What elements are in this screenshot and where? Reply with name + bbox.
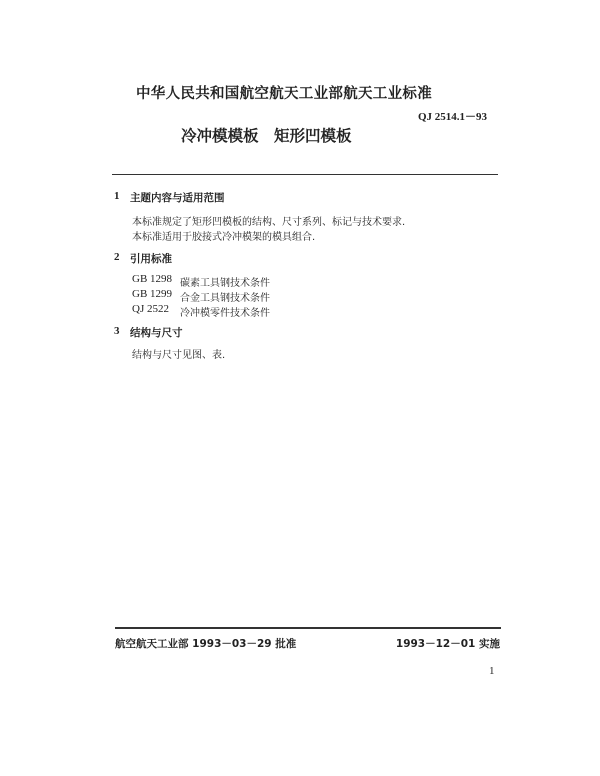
page-number: 1 [489, 665, 495, 677]
section-heading: 引用标准 [130, 253, 172, 265]
section-number: 2 [114, 251, 120, 263]
section-heading: 主题内容与适用范围 [130, 192, 225, 204]
footer-divider [115, 627, 501, 629]
reference-code: GB 1298 [132, 273, 173, 285]
issuer-heading: 中华人民共和国航空航天工业部航天工业标准 [136, 86, 432, 102]
document-title: 冷冲模模板 矩形凹模板 [181, 127, 352, 145]
implementation-date: 1993－12－01 实施 [395, 638, 500, 650]
reference-title: 冷冲模零件技术条件 [180, 308, 270, 319]
standard-code: QJ 2514.1－93 [418, 111, 488, 123]
section-number: 3 [114, 325, 120, 337]
reference-code: QJ 2522 [132, 303, 169, 315]
section-number: 1 [114, 190, 120, 202]
approval-date: 航空航天工业部 1993－03－29 批准 [115, 638, 297, 650]
paragraph: 本标准规定了矩形凹模板的结构、尺寸系列、标记与技术要求. [132, 217, 406, 228]
paragraph: 本标准适用于胶接式冷冲模架的模具组合. [132, 232, 316, 243]
reference-title: 碳素工具钢技术条件 [180, 278, 270, 289]
reference-title: 合金工具钢技术条件 [180, 293, 270, 304]
header-divider [112, 174, 498, 175]
paragraph: 结构与尺寸见图、表. [132, 350, 226, 361]
reference-code: GB 1299 [132, 288, 173, 300]
section-heading: 结构与尺寸 [130, 327, 183, 339]
